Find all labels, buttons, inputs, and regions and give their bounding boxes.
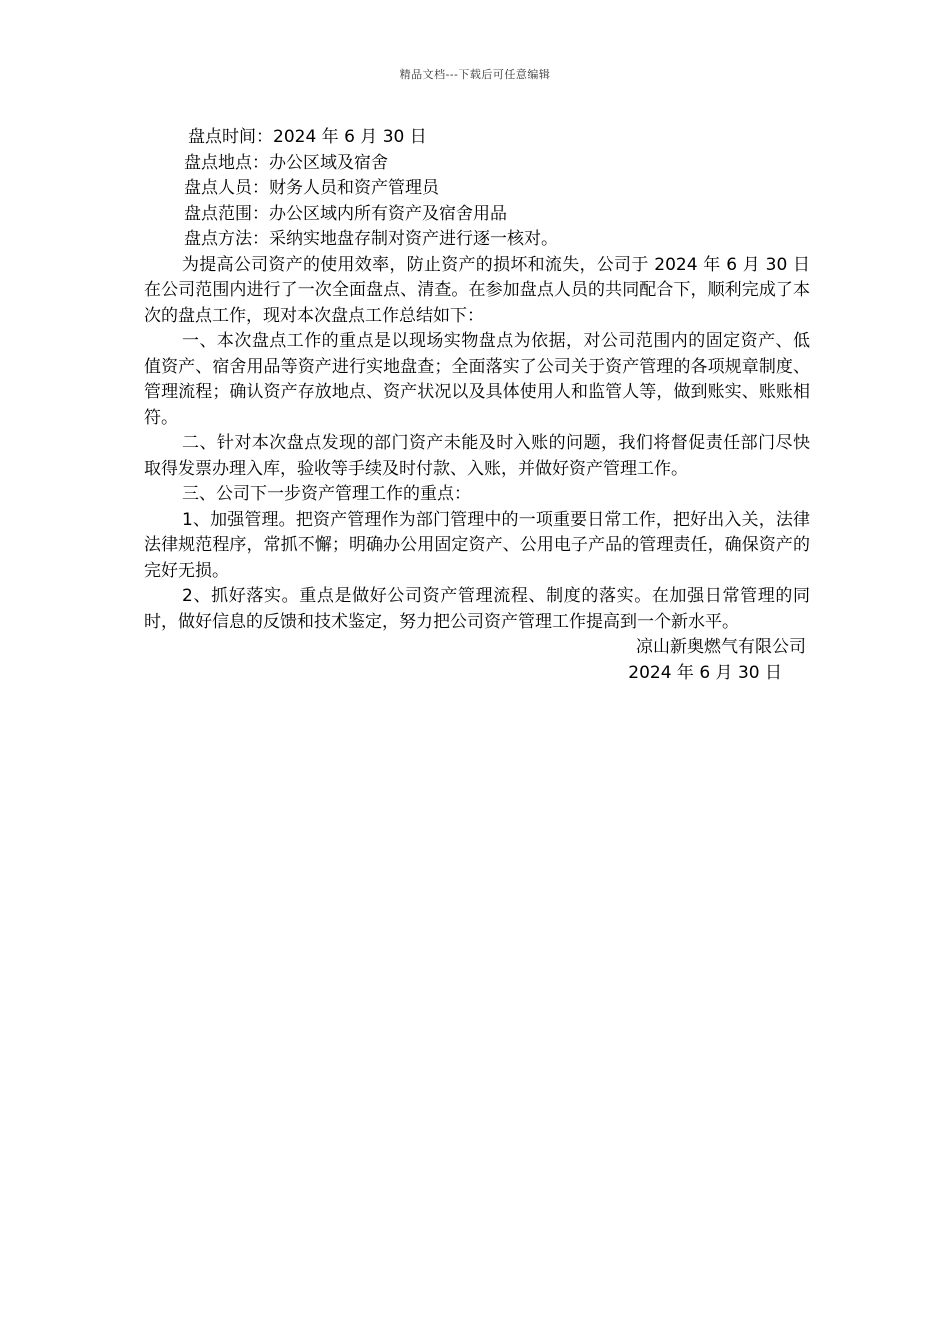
- inventory-location: 盘点地点：办公区域及宿舍: [184, 152, 388, 173]
- intro-paragraph: 为提高公司资产的使用效率，防止资产的损坏和流失，公司于 2024 年 6 月 30 日在公司范围内进行了一次全面盘点、清查。在参加盘点人员的共同配合下，顺利完成了本次的盘点工作，现对本次盘点工作总结如下：: [144, 254, 810, 326]
- signature-date: 2024 年 6 月 30 日: [628, 662, 782, 683]
- sub-point-one-paragraph: 1、加强管理。把资产管理作为部门管理中的一项重要日常工作，把好出入关，法律法律规范程序，常抓不懈；明确办公用固定资产、公用电子产品的管理责任，确保资产的完好无损。: [144, 509, 810, 581]
- document-body: [144, 125, 810, 686]
- inventory-scope: 盘点范围：办公区域内所有资产及宿舍用品: [184, 203, 507, 224]
- inventory-time: 盘点时间：2024 年 6 月 30 日: [188, 127, 427, 147]
- inventory-method: 盘点方法：采纳实地盘存制对资产进行逐一核对。: [184, 229, 558, 249]
- signature-company: 凉山新奥燃气有限公司: [636, 637, 806, 657]
- point-three-heading: 三、公司下一步资产管理工作的重点：: [182, 484, 471, 504]
- point-one-paragraph: 一、本次盘点工作的重点是以现场实物盘点为依据，对公司范围内的固定资产、低值资产、宿舍用品等资产进行实地盘查；全面落实了公司关于资产管理的各项规章制度、管理流程；确认资产存放地点、资产状况以及具体使用人和监管人等，做到账实、账账相符。: [144, 331, 810, 428]
- inventory-personnel: 盘点人员：财务人员和资产管理员: [184, 178, 439, 198]
- point-two-paragraph: 二、针对本次盘点发现的部门资产未能及时入账的问题，我们将督促责任部门尽快取得发票办理入库，验收等手续及时付款、入账，并做好资产管理工作。: [144, 433, 810, 479]
- page-header: 精品文档---下载后可任意编辑: [399, 68, 551, 81]
- sub-point-two-paragraph: 2、抓好落实。重点是做好公司资产管理流程、制度的落实。在加强日常管理的同时，做好信息的反馈和技术鉴定，努力把公司资产管理工作提高到一个新水平。: [144, 586, 810, 632]
